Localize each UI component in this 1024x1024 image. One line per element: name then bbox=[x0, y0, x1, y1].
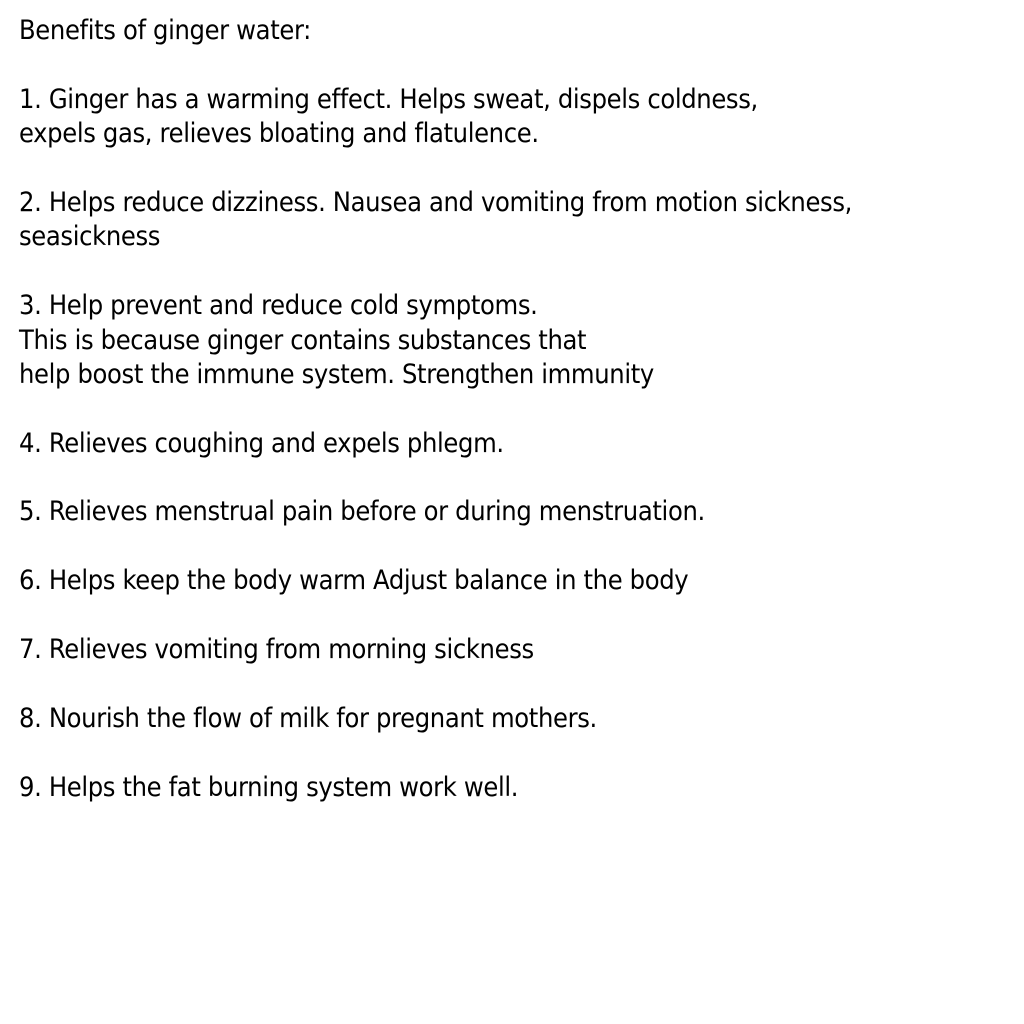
document-title: Benefits of ginger water: bbox=[19, 15, 312, 46]
list-item-line: expels gas, relieves bloating and flatulence. bbox=[19, 118, 539, 150]
spacer bbox=[19, 599, 910, 633]
list-item-line: 3. Help prevent and reduce cold symptoms. bbox=[19, 290, 538, 322]
list-item-line: 6. Helps keep the body warm Adjust balance in the body bbox=[19, 565, 689, 597]
list-item-line: 4. Relieves coughing and expels phlegm. bbox=[19, 427, 504, 459]
list-item-1 bbox=[19, 83, 910, 152]
list-item-line: This is because ginger contains substances that bbox=[19, 324, 587, 356]
list-item-line: 1. Ginger has a warming effect. Helps sweat, dispels coldness, bbox=[19, 83, 758, 115]
list-item-line: seasickness bbox=[19, 221, 161, 253]
spacer bbox=[19, 461, 910, 495]
spacer bbox=[19, 667, 910, 701]
list-item-line: 5. Relieves menstrual pain before or during menstruation. bbox=[19, 496, 705, 528]
spacer bbox=[19, 48, 910, 82]
list-item-line: help boost the immune system. Strengthen immunity bbox=[19, 358, 654, 390]
list-item-2 bbox=[19, 186, 910, 255]
spacer bbox=[19, 392, 910, 426]
spacer bbox=[19, 152, 910, 186]
spacer bbox=[19, 736, 910, 770]
list-item-line: 9. Helps the fat burning system work well. bbox=[19, 771, 519, 803]
list-item-8 bbox=[19, 702, 910, 736]
list-item-5 bbox=[19, 495, 910, 529]
spacer bbox=[19, 255, 910, 289]
document-body bbox=[19, 14, 910, 805]
list-item-6 bbox=[19, 564, 910, 598]
spacer bbox=[19, 530, 910, 564]
list-item-9 bbox=[19, 771, 910, 805]
list-item-line: 2. Helps reduce dizziness. Nausea and vomiting from motion sickness, bbox=[19, 186, 853, 218]
list-item-3 bbox=[19, 289, 910, 392]
list-item-7 bbox=[19, 633, 910, 667]
list-item-line: 8. Nourish the flow of milk for pregnant mothers. bbox=[19, 702, 597, 734]
list-item-4 bbox=[19, 427, 910, 461]
list-item-line: 7. Relieves vomiting from morning sickness bbox=[19, 634, 534, 666]
